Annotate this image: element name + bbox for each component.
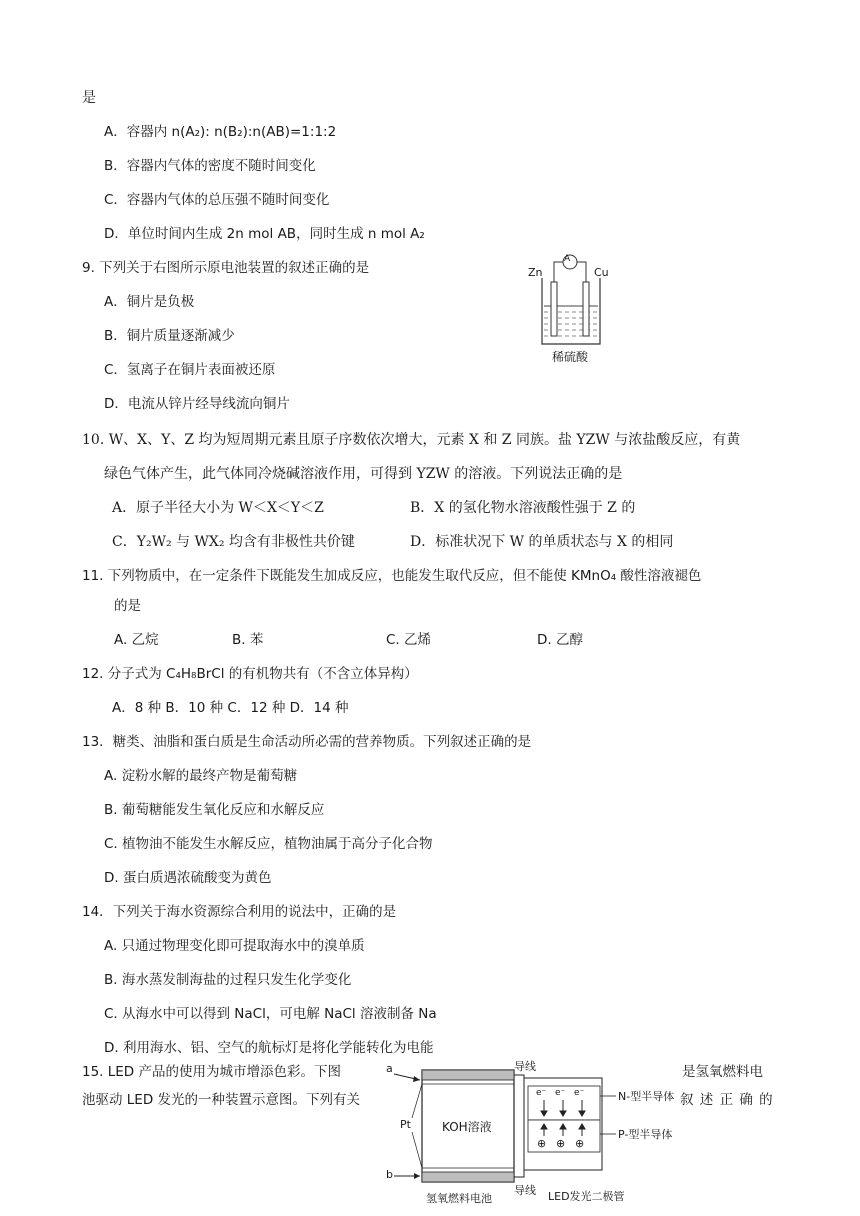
q10-stem-line2: 绿色气体产生，此气体同冷烧碱溶液作用，可得到 YZW 的溶液。下列说法正确的是 xyxy=(104,466,623,482)
q14-option-c: C. 从海水中可以得到 NaCl，可电解 NaCl 溶液制备 Na xyxy=(104,1006,437,1022)
q9-option-c: C．氢离子在铜片表面被还原 xyxy=(104,362,276,378)
n-type-label: N-型半导体 xyxy=(618,1090,675,1103)
q13-stem: 13．糖类、油脂和蛋白质是生命活动所必需的营养物质。下列叙述正确的是 xyxy=(82,734,532,750)
q11-option-b: B. 苯 xyxy=(232,632,264,648)
q8-option-c: C．容器内气体的总压强不随时间变化 xyxy=(104,192,330,208)
q15-stem-line1-right: 是氢氧燃料电 xyxy=(682,1064,763,1080)
q15-stem-line1-left: 15. LED 产品的使用为城市增添色彩。下图 xyxy=(82,1064,341,1080)
q10-stem-line1: 10. W、X、Y、Z 均为短周期元素且原子序数依次增大，元素 X 和 Z 同族。盐 YZW 与浓盐酸反应，有黄 xyxy=(82,432,741,448)
q10-option-d: D．标准状况下 W 的单质状态与 X 的相同 xyxy=(410,534,674,550)
hole-symbol-2: ⊕ xyxy=(556,1137,566,1150)
q8-option-b: B．容器内气体的密度不随时间变化 xyxy=(104,158,316,174)
copper-electrode xyxy=(583,282,589,336)
q13-option-b: B. 葡萄糖能发生氧化反应和水解反应 xyxy=(104,802,325,818)
q13-option-c: C. 植物油不能发生水解反应，植物油属于高分子化合物 xyxy=(104,836,433,852)
wire-bottom-label: 导线 xyxy=(514,1184,536,1197)
fuel-cell-caption: 氢氧燃料电池 xyxy=(426,1192,492,1205)
dilute-sulfuric-acid-label: 稀硫酸 xyxy=(552,350,589,364)
q13-option-a: A. 淀粉水解的最终产物是葡萄糖 xyxy=(104,768,298,784)
fuel-cell-led-figure xyxy=(382,1058,678,1208)
inlet-b-label: b xyxy=(386,1168,393,1181)
zn-label: Zn xyxy=(528,266,543,279)
galvanic-cell-figure xyxy=(520,248,620,368)
q9-option-d: D．电流从锌片经导线流向铜片 xyxy=(104,396,290,412)
zinc-electrode xyxy=(551,282,557,336)
q15-stem-line2-left: 池驱动 LED 发光的一种装置示意图。下列有关 xyxy=(82,1092,361,1108)
q9-option-b: B．铜片质量逐渐减少 xyxy=(104,328,235,344)
q9-option-a: A．铜片是负极 xyxy=(104,294,195,310)
inlet-a-label: a xyxy=(386,1062,393,1075)
ammeter-label: A xyxy=(564,254,571,264)
q13-option-d: D. 蛋白质遇浓硫酸变为黄色 xyxy=(104,870,272,886)
pt-label: Pt xyxy=(400,1118,411,1131)
led-caption: LED发光二极管 xyxy=(548,1190,625,1203)
q15-stem-line2-right: 叙 述 正 确 的 xyxy=(680,1092,774,1108)
q8-stem-tail: 是 xyxy=(82,90,96,106)
q11-option-a: A. 乙烷 xyxy=(114,632,159,648)
q8-option-d: D．单位时间内生成 2n mol AB，同时生成 n mol A₂ xyxy=(104,226,425,242)
q12-stem: 12. 分子式为 C₄H₈BrCl 的有机物共有（不含立体异构） xyxy=(82,666,418,682)
q10-option-a: A．原子半径大小为 W＜X＜Y＜Z xyxy=(112,500,324,516)
q11-stem-line2: 的是 xyxy=(114,598,141,614)
electron-label-3: e⁻ xyxy=(574,1088,585,1098)
q14-option-d: D. 利用海水、铝、空气的航标灯是将化学能转化为电能 xyxy=(104,1040,434,1056)
q14-option-a: A. 只通过物理变化即可提取海水中的溴单质 xyxy=(104,938,365,954)
hole-symbol-3: ⊕ xyxy=(575,1137,585,1150)
q8-option-a: A．容器内 n(A₂): n(B₂):n(AB)=1:1:2 xyxy=(104,124,337,140)
q14-stem: 14．下列关于海水资源综合利用的说法中，正确的是 xyxy=(82,904,397,920)
q10-option-c: C．Y₂W₂ 与 WX₂ 均含有非极性共价键 xyxy=(112,534,355,550)
q11-stem-line1: 11. 下列物质中，在一定条件下既能发生加成反应，也能发生取代反应，但不能使 KMnO₄ 酸性溶液褪色 xyxy=(82,568,702,584)
q11-option-c: C. 乙烯 xyxy=(386,632,432,648)
wire-top-label: 导线 xyxy=(514,1060,536,1073)
q9-stem: 9. 下列关于右图所示原电池装置的叙述正确的是 xyxy=(82,260,370,276)
p-type-label: P-型半导体 xyxy=(618,1128,673,1141)
electron-label-1: e⁻ xyxy=(536,1088,547,1098)
electron-label-2: e⁻ xyxy=(555,1088,566,1098)
q10-option-b: B．X 的氢化物水溶液酸性强于 Z 的 xyxy=(410,500,636,516)
q12-options: A．8 种 B．10 种 C．12 种 D．14 种 xyxy=(112,700,349,716)
q11-option-d: D. 乙醇 xyxy=(537,632,583,648)
koh-solution-label: KOH溶液 xyxy=(442,1120,492,1134)
q14-option-b: B. 海水蒸发制海盐的过程只发生化学变化 xyxy=(104,972,352,988)
cu-label: Cu xyxy=(594,266,609,279)
hole-symbol-1: ⊕ xyxy=(537,1137,547,1150)
